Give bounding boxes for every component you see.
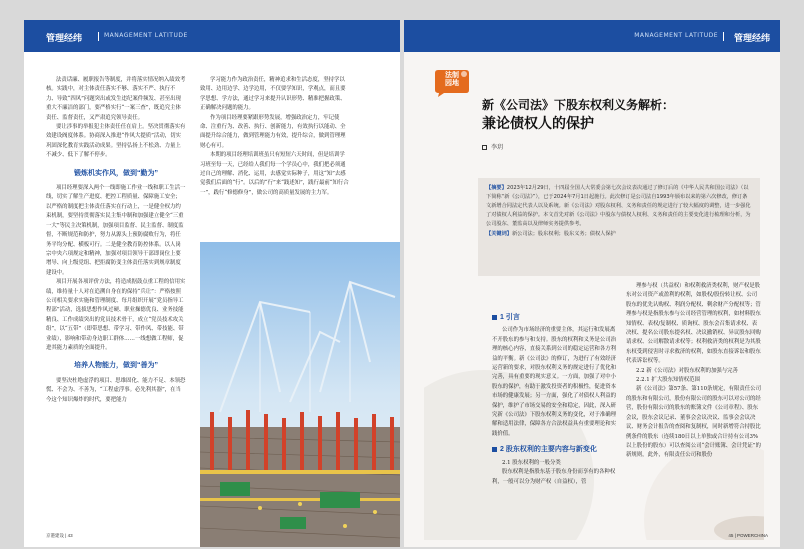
paragraph: 作为项目经理要紧跟形势发展，增强政治定力，牢记使命、注重行为、改善、执行、创新能力，有效执行以能动、全面提升综合能力，做到管理能力有效，提升综合，做到管理理财心有可。 [200, 114, 346, 149]
abstract-label: 【摘要】 [486, 185, 507, 191]
keywords-label: 【关键词】 [486, 231, 512, 237]
right-page-footer: 45 | POWERCHINA [728, 533, 768, 538]
paragraph: 新《公司法》第57条、第110条规定，有限责任公司的股东和有限公司，股份有限公司的股东可以对公司的经营，股份有限公司的股东的账簿文件《公司章程》、股东会议，股东会议记录、董事会会议决议、监事会会议决议、财务会计报告的查阅和复制权，同时新增符合持股比例条件的股东（连续180日以上单独或合计持有公司3%以上股份的股东）可以查阅公司“会计账簿、会计凭证”的新规则，此外，有限责任公司和股份 [626, 386, 761, 459]
paragraph: 公司作为市场经济的重要主体，其运行和发展离不开股东的参与和支持。股东的权利和义务是公司治理的核心内容，直接关系到公司的稳定运营和各方利益的平衡。新《公司法》的修订，为进行了有效经济运营新的要求，对股东权利义务的规定进行了优化和完善，具有重要的现实意义。一方面，加强了对中小股东的保护，有助于激发投资者的积极性，促进资本市场的健康发展；另一方面，强化了对债权人利益的保护，维护了市场交易的安全和稳定，因此，深入研究新《公司法》下股东权利义务的变化，对于准确理解和适用法律，保障各方合法权益具有重要理论和实践价值。 [492, 327, 616, 437]
subsection-heading: 2.2 新《公司法》对股东权利的加强与完善 [636, 367, 738, 374]
left-page [24, 20, 400, 547]
left-page-header [24, 20, 400, 52]
article-title-line-1: 新《公司法》下股东权利义务解析： [482, 98, 675, 112]
badge-line-1: 法制 [445, 72, 459, 79]
paragraph: 学习能力作为政治责任，精神追求和生活态度，坚持学以致用、边用边学、边学边用，不仅要学知识，学观点，而且要学思想、学方法，通过学习来提升认识形势、精准把握政策、正确解决问题的能力。 [200, 77, 346, 112]
paragraph: 股东权利是指股东基于股东身份而享有的各种权利，一般可以分为财产权（自益权），管 [492, 469, 616, 485]
section-2-heading [492, 445, 616, 454]
section-english: MANAGEMENT LATITUDE [104, 32, 188, 39]
left-page-footer: 京港建设 | 43 [46, 533, 73, 538]
header-divider [98, 32, 99, 41]
section-1-heading-text: 1 引言 [500, 314, 520, 321]
article-author [482, 142, 503, 151]
badge-line-2: 园地 [445, 80, 459, 87]
right-column-a [492, 311, 616, 487]
abstract-paragraph [486, 184, 752, 229]
section-1-heading [492, 313, 616, 322]
right-page-header [404, 20, 780, 52]
column-badge [434, 68, 470, 98]
left-column-a [46, 76, 186, 405]
keywords-text: 新公司法；股东权利；股东义务；债权人保护 [511, 231, 616, 237]
header-divider [723, 32, 724, 41]
section-title: 管理经纬 [46, 34, 83, 44]
construction-site-photo [200, 242, 400, 547]
paragraph: 本期的项目经理培训班虽只有短短六天时间，但是培训学习班至每一天，已经给人我们每一个学员心中，我们把必须通过自己的理解、消化、运用，去感觉实际种子，用这“知”去感觉我们后面的“行”。以后的“行”来“践述知”，践行最前“知行合一”，践行“修德修身”，做公司的高质量发展的主力军。 [200, 152, 349, 196]
construction-photo-illustration [200, 242, 400, 547]
paragraph: 理参与权（共益权）和权利救济类权利，财产权是股东对公司资产或盈利的权利，如股权/股份转让权、公司股东的优先认购权、利润分配权、剩余财产分配权等；管理参与权是指股东参与公司经营管理的权利，如材料股东知情权、表权/复制权、质询权、股东会召集请求权、表决权、提名公司股东提名权、决议撤销权、异议股东回购请求权、公司解散请求权等；权利救济类的权利是为其股东权受到侵害时寻求救济的权利，如股东直接诉讼和股东代表诉讼权等。 [626, 283, 761, 365]
paragraph: 项目开展各项评价方法，将造成据鼓点重工程的信用实绩，维持量十人对在追溯自身在的保持“兵让”：严格按照公司相关要求实施和管理制度、每月组织开展“党员指导工程部”活动，选拔思想作风过硬、职业操德优良、业务技能精良、工作成绩突出的党员技术骨干，成立“党员技术攻关组”，以“五带”（即带思想、带学习、带作风、带技能、带业绩），影响和带动身边职工群体……一线想做工程师，促进其能力素质的全面提升。 [46, 279, 186, 351]
left-column-b [200, 76, 350, 198]
subsection-heading: 2.1 股东权利的一般分类 [502, 459, 561, 466]
paragraph: 法责话廉、履职报告等制度，并将落实情况纳入绩效考核。实践中，对主体责任落实不够、落实不严、执行不力、导致“四风”问题突出或发生违纪案件频发、甚至出现重大不廉洁的部门，要严格实行“一案三查”，既追究主体责任、监督责任，又严肃追究领导责任。 [46, 77, 186, 121]
subheading-1: 锻炼机实作风，做到“勤为” [74, 169, 158, 177]
article-title-line-2: 兼论债权人的保护 [482, 115, 594, 131]
author-name: 李玥 [491, 144, 504, 151]
section-2-heading-text: 2 股东权利的主要内容与新变化 [500, 446, 597, 454]
square-bullet-icon [492, 315, 497, 320]
subheading-2: 培养人物能力，做到“善为” [74, 362, 158, 370]
right-column-b [626, 282, 762, 461]
paragraph: 要让涉事的举报犯主体责任任在肩上。坚决贯彻落实有效建设阀度体系。协商深入推进“作风大提质”活动，切实巩固深化教育实践活动成果。坚持弘扬上不松劲、力量上不减少、低下了解不停步。 [46, 124, 186, 159]
section-title: 管理经纬 [733, 34, 770, 44]
square-bullet-icon [492, 447, 497, 452]
paragraph: 项目经理要深入两个一线即施工作业一线和职工生活一线，切实了解生产进度、把控工程质量、保障施工安全；以严格的制度把主体责任落实在行动上，一是健全权力约束机制，要坚持贯彻落实民主集中制和加强建立健全“三重一大”等民主决策机制，加强项目监督、民主监督、制度监督，不断规范和防护，努力从源头上预防腐败行为，将任务平均分配、横板可行。二是健全教育防控体系。以人岗宗中央六项规定和精神，加强对项目领导干部即岗位上要增导、向上级党组、把拒腐防变主体责任落实到规章制度建设中。 [46, 185, 186, 276]
section-english: MANAGEMENT LATITUDE [634, 32, 718, 39]
abstract-text: 2023年12月29日，十四届全国人大常委会第七次会议表决通过了修订后的《中华人民共和国公司法》（以下简称“新《公司法》”），已于2024年7月1日起施行。此次修订是公司法自1993年颁布以来的第六次修改，修订条文新增合同法定代表人以及系统。新《公司法》对股东权利、义务和责任的规定进行了较大幅度的调整，进一步强化了对债权人利益的保护。本文首先对新《公司法》中股东与债权人权利、义务和责任的主要变化进行梳理和分析，为公司股东、董监高以及律师实务提供参考。 [486, 185, 751, 227]
abstract-box [478, 178, 760, 276]
subsection-heading: 2.2.1 扩大股东知情权范围 [636, 377, 700, 384]
author-box-icon [482, 145, 487, 150]
keywords-paragraph [486, 230, 752, 239]
paragraph: 要坚决杜绝虚浮的项目、思维固化、能力不足、本领恐慌、不会为、不善为，“工程虚浮事。必先利其器”，在当今这个知识爆炸的时代，要把能力 [46, 377, 186, 403]
right-page [404, 20, 780, 547]
